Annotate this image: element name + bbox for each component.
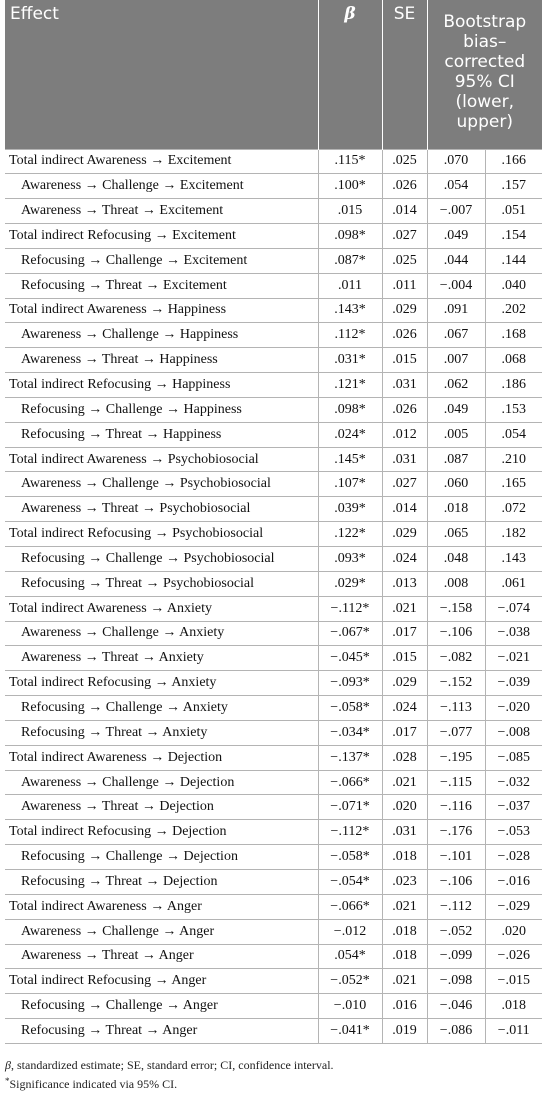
table-row xyxy=(5,547,542,572)
cell-effect: Total indirect Refocusing → Anger xyxy=(5,969,318,994)
table-row xyxy=(5,447,542,472)
cell-ci-lower: .008 xyxy=(427,571,485,596)
table-row xyxy=(5,1019,542,1044)
cell-ci-lower: −.158 xyxy=(427,596,485,621)
cell-beta: .143* xyxy=(318,298,382,323)
header-ci: Bootstrap bias–corrected 95% CI (lower, upper) xyxy=(427,0,542,149)
cell-effect: Total indirect Awareness → Psychobiosocial xyxy=(5,447,318,472)
cell-beta: −.071* xyxy=(318,795,382,820)
cell-ci-lower: −.112 xyxy=(427,894,485,919)
cell-se: .016 xyxy=(382,994,427,1019)
cell-effect: Refocusing → Threat → Anxiety xyxy=(5,720,318,745)
cell-effect: Total indirect Awareness → Excitement xyxy=(5,149,318,174)
cell-ci-lower: .044 xyxy=(427,248,485,273)
note-beta-symbol: β xyxy=(5,1058,11,1072)
cell-beta: −.034* xyxy=(318,720,382,745)
cell-effect: Total indirect Awareness → Dejection xyxy=(5,745,318,770)
cell-se: .017 xyxy=(382,720,427,745)
cell-effect: Refocusing → Threat → Happiness xyxy=(5,422,318,447)
cell-beta: −.093* xyxy=(318,671,382,696)
cell-se: .020 xyxy=(382,795,427,820)
cell-beta: −.052* xyxy=(318,969,382,994)
table-row xyxy=(5,770,542,795)
table-row xyxy=(5,323,542,348)
cell-se: .023 xyxy=(382,869,427,894)
cell-beta: .122* xyxy=(318,522,382,547)
cell-se: .018 xyxy=(382,944,427,969)
cell-ci-lower: .062 xyxy=(427,373,485,398)
table-row xyxy=(5,969,542,994)
cell-ci-lower: −.082 xyxy=(427,646,485,671)
table-row xyxy=(5,994,542,1019)
cell-effect: Refocusing → Threat → Excitement xyxy=(5,273,318,298)
cell-ci-upper: .072 xyxy=(485,497,542,522)
table-row xyxy=(5,944,542,969)
table-row xyxy=(5,422,542,447)
table-row xyxy=(5,820,542,845)
cell-effect: Awareness → Threat → Anger xyxy=(5,944,318,969)
cell-se: .013 xyxy=(382,571,427,596)
cell-ci-upper: −.038 xyxy=(485,621,542,646)
cell-se: .019 xyxy=(382,1019,427,1044)
cell-ci-lower: −.152 xyxy=(427,671,485,696)
cell-ci-lower: .070 xyxy=(427,149,485,174)
cell-effect: Refocusing → Threat → Psychobiosocial xyxy=(5,571,318,596)
cell-se: .029 xyxy=(382,671,427,696)
table-row xyxy=(5,273,542,298)
cell-ci-upper: −.085 xyxy=(485,745,542,770)
cell-effect: Refocusing → Challenge → Anxiety xyxy=(5,696,318,721)
cell-beta: −.010 xyxy=(318,994,382,1019)
cell-beta: −.054* xyxy=(318,869,382,894)
cell-se: .031 xyxy=(382,820,427,845)
cell-se: .026 xyxy=(382,397,427,422)
cell-se: .025 xyxy=(382,149,427,174)
cell-se: .029 xyxy=(382,298,427,323)
cell-effect: Awareness → Challenge → Happiness xyxy=(5,323,318,348)
cell-se: .031 xyxy=(382,373,427,398)
cell-se: .021 xyxy=(382,969,427,994)
cell-ci-upper: .061 xyxy=(485,571,542,596)
cell-se: .028 xyxy=(382,745,427,770)
cell-ci-lower: .067 xyxy=(427,323,485,348)
cell-ci-upper: .143 xyxy=(485,547,542,572)
cell-effect: Total indirect Refocusing → Anxiety xyxy=(5,671,318,696)
cell-se: .021 xyxy=(382,596,427,621)
cell-se: .018 xyxy=(382,919,427,944)
table-row xyxy=(5,795,542,820)
cell-effect: Awareness → Threat → Dejection xyxy=(5,795,318,820)
table-row xyxy=(5,397,542,422)
cell-beta: .107* xyxy=(318,472,382,497)
table-row xyxy=(5,298,542,323)
cell-ci-lower: .018 xyxy=(427,497,485,522)
cell-beta: −.058* xyxy=(318,845,382,870)
cell-se: .026 xyxy=(382,174,427,199)
cell-se: .024 xyxy=(382,547,427,572)
cell-ci-lower: −.099 xyxy=(427,944,485,969)
cell-ci-upper: −.020 xyxy=(485,696,542,721)
cell-ci-upper: .040 xyxy=(485,273,542,298)
cell-effect: Total indirect Refocusing → Psychobiosocial xyxy=(5,522,318,547)
cell-ci-lower: −.086 xyxy=(427,1019,485,1044)
cell-beta: .093* xyxy=(318,547,382,572)
cell-ci-lower: −.106 xyxy=(427,621,485,646)
cell-ci-upper: .153 xyxy=(485,397,542,422)
table-row xyxy=(5,174,542,199)
cell-effect: Awareness → Threat → Psychobiosocial xyxy=(5,497,318,522)
cell-ci-upper: .166 xyxy=(485,149,542,174)
cell-se: .018 xyxy=(382,845,427,870)
table-row xyxy=(5,373,542,398)
cell-beta: .098* xyxy=(318,224,382,249)
table-row xyxy=(5,869,542,894)
table-row xyxy=(5,919,542,944)
cell-beta: .039* xyxy=(318,497,382,522)
cell-se: .025 xyxy=(382,248,427,273)
table-row xyxy=(5,149,542,174)
cell-ci-upper: −.026 xyxy=(485,944,542,969)
cell-se: .024 xyxy=(382,696,427,721)
cell-effect: Total indirect Awareness → Anxiety xyxy=(5,596,318,621)
cell-beta: −.112* xyxy=(318,596,382,621)
header-beta: β xyxy=(318,0,382,149)
table-row xyxy=(5,348,542,373)
cell-ci-upper: .144 xyxy=(485,248,542,273)
cell-ci-upper: .054 xyxy=(485,422,542,447)
cell-ci-upper: −.037 xyxy=(485,795,542,820)
table-row xyxy=(5,845,542,870)
cell-ci-lower: −.176 xyxy=(427,820,485,845)
cell-ci-lower: .007 xyxy=(427,348,485,373)
cell-ci-lower: −.106 xyxy=(427,869,485,894)
cell-ci-upper: −.029 xyxy=(485,894,542,919)
cell-effect: Awareness → Challenge → Dejection xyxy=(5,770,318,795)
cell-beta: −.112* xyxy=(318,820,382,845)
cell-se: .029 xyxy=(382,522,427,547)
cell-ci-upper: −.074 xyxy=(485,596,542,621)
header-effect: Effect xyxy=(5,0,318,149)
cell-ci-upper: .051 xyxy=(485,199,542,224)
cell-effect: Refocusing → Challenge → Excitement xyxy=(5,248,318,273)
cell-beta: −.041* xyxy=(318,1019,382,1044)
cell-ci-lower: .060 xyxy=(427,472,485,497)
cell-se: .011 xyxy=(382,273,427,298)
cell-beta: −.067* xyxy=(318,621,382,646)
cell-ci-lower: −.077 xyxy=(427,720,485,745)
cell-ci-upper: .020 xyxy=(485,919,542,944)
cell-effect: Awareness → Threat → Anxiety xyxy=(5,646,318,671)
table-notes xyxy=(5,1056,535,1094)
table-row xyxy=(5,522,542,547)
cell-se: .015 xyxy=(382,348,427,373)
note-significance-marker: * xyxy=(5,1076,10,1086)
cell-ci-lower: −.115 xyxy=(427,770,485,795)
cell-effect: Refocusing → Challenge → Dejection xyxy=(5,845,318,870)
cell-effect: Total indirect Awareness → Happiness xyxy=(5,298,318,323)
cell-effect: Total indirect Refocusing → Dejection xyxy=(5,820,318,845)
table-row xyxy=(5,671,542,696)
cell-se: .015 xyxy=(382,646,427,671)
cell-ci-upper: .168 xyxy=(485,323,542,348)
cell-beta: .011 xyxy=(318,273,382,298)
cell-ci-lower: .087 xyxy=(427,447,485,472)
cell-beta: .029* xyxy=(318,571,382,596)
table-row xyxy=(5,224,542,249)
results-table xyxy=(5,0,542,1044)
note-significance-text: Significance indicated via 95% CI. xyxy=(9,1077,178,1091)
cell-effect: Awareness → Challenge → Anxiety xyxy=(5,621,318,646)
cell-se: .014 xyxy=(382,199,427,224)
cell-beta: .024* xyxy=(318,422,382,447)
table-row xyxy=(5,248,542,273)
cell-se: .026 xyxy=(382,323,427,348)
cell-ci-upper: −.021 xyxy=(485,646,542,671)
cell-ci-lower: −.007 xyxy=(427,199,485,224)
table-row xyxy=(5,646,542,671)
header-se: SE xyxy=(382,0,427,149)
cell-ci-lower: −.004 xyxy=(427,273,485,298)
table-row xyxy=(5,199,542,224)
cell-ci-upper: .154 xyxy=(485,224,542,249)
cell-ci-upper: .157 xyxy=(485,174,542,199)
cell-ci-lower: .049 xyxy=(427,224,485,249)
cell-effect: Refocusing → Challenge → Anger xyxy=(5,994,318,1019)
cell-ci-lower: .048 xyxy=(427,547,485,572)
table-body xyxy=(5,149,542,1043)
cell-ci-upper: .068 xyxy=(485,348,542,373)
cell-ci-upper: .165 xyxy=(485,472,542,497)
table-row xyxy=(5,621,542,646)
cell-ci-lower: −.113 xyxy=(427,696,485,721)
table-row xyxy=(5,472,542,497)
cell-ci-lower: .054 xyxy=(427,174,485,199)
cell-se: .017 xyxy=(382,621,427,646)
cell-ci-upper: −.011 xyxy=(485,1019,542,1044)
table-row xyxy=(5,894,542,919)
cell-beta: −.137* xyxy=(318,745,382,770)
cell-ci-lower: −.098 xyxy=(427,969,485,994)
cell-se: .021 xyxy=(382,894,427,919)
note-significance xyxy=(5,1075,535,1094)
cell-beta: −.045* xyxy=(318,646,382,671)
cell-ci-upper: −.032 xyxy=(485,770,542,795)
cell-se: .012 xyxy=(382,422,427,447)
cell-ci-upper: .018 xyxy=(485,994,542,1019)
cell-se: .014 xyxy=(382,497,427,522)
cell-effect: Refocusing → Threat → Dejection xyxy=(5,869,318,894)
cell-ci-lower: .065 xyxy=(427,522,485,547)
cell-effect: Awareness → Challenge → Psychobiosocial xyxy=(5,472,318,497)
cell-ci-upper: .210 xyxy=(485,447,542,472)
cell-effect: Awareness → Threat → Excitement xyxy=(5,199,318,224)
cell-ci-lower: .049 xyxy=(427,397,485,422)
cell-beta: −.066* xyxy=(318,770,382,795)
note-abbreviations-text: , standardized estimate; SE, standard error; CI, confidence interval. xyxy=(10,1058,334,1072)
cell-beta: .112* xyxy=(318,323,382,348)
cell-beta: .115* xyxy=(318,149,382,174)
cell-effect: Awareness → Challenge → Anger xyxy=(5,919,318,944)
table-row xyxy=(5,596,542,621)
cell-beta: .098* xyxy=(318,397,382,422)
cell-ci-upper: −.016 xyxy=(485,869,542,894)
cell-ci-lower: −.116 xyxy=(427,795,485,820)
cell-beta: .054* xyxy=(318,944,382,969)
note-abbreviations xyxy=(5,1056,535,1075)
cell-effect: Total indirect Refocusing → Excitement xyxy=(5,224,318,249)
cell-beta: .087* xyxy=(318,248,382,273)
cell-effect: Total indirect Awareness → Anger xyxy=(5,894,318,919)
cell-effect: Refocusing → Challenge → Psychobiosocial xyxy=(5,547,318,572)
cell-effect: Awareness → Challenge → Excitement xyxy=(5,174,318,199)
cell-ci-upper: .182 xyxy=(485,522,542,547)
cell-ci-upper: .202 xyxy=(485,298,542,323)
cell-ci-lower: −.046 xyxy=(427,994,485,1019)
cell-beta: −.012 xyxy=(318,919,382,944)
cell-ci-upper: −.028 xyxy=(485,845,542,870)
cell-ci-lower: −.195 xyxy=(427,745,485,770)
cell-ci-lower: .005 xyxy=(427,422,485,447)
cell-ci-lower: −.052 xyxy=(427,919,485,944)
cell-ci-lower: −.101 xyxy=(427,845,485,870)
cell-se: .021 xyxy=(382,770,427,795)
cell-se: .027 xyxy=(382,224,427,249)
cell-ci-upper: .186 xyxy=(485,373,542,398)
cell-beta: −.066* xyxy=(318,894,382,919)
cell-beta: .145* xyxy=(318,447,382,472)
cell-beta: .015 xyxy=(318,199,382,224)
table-header xyxy=(5,0,542,149)
cell-ci-upper: −.053 xyxy=(485,820,542,845)
cell-beta: .100* xyxy=(318,174,382,199)
cell-beta: .121* xyxy=(318,373,382,398)
cell-effect: Total indirect Refocusing → Happiness xyxy=(5,373,318,398)
cell-ci-lower: .091 xyxy=(427,298,485,323)
table-row xyxy=(5,696,542,721)
cell-effect: Awareness → Threat → Happiness xyxy=(5,348,318,373)
cell-se: .031 xyxy=(382,447,427,472)
cell-ci-upper: −.039 xyxy=(485,671,542,696)
cell-beta: −.058* xyxy=(318,696,382,721)
cell-effect: Refocusing → Threat → Anger xyxy=(5,1019,318,1044)
table-row xyxy=(5,720,542,745)
cell-ci-upper: −.008 xyxy=(485,720,542,745)
cell-ci-upper: −.015 xyxy=(485,969,542,994)
cell-effect: Refocusing → Challenge → Happiness xyxy=(5,397,318,422)
cell-se: .027 xyxy=(382,472,427,497)
table-row xyxy=(5,745,542,770)
table-row xyxy=(5,497,542,522)
table-row xyxy=(5,571,542,596)
cell-beta: .031* xyxy=(318,348,382,373)
